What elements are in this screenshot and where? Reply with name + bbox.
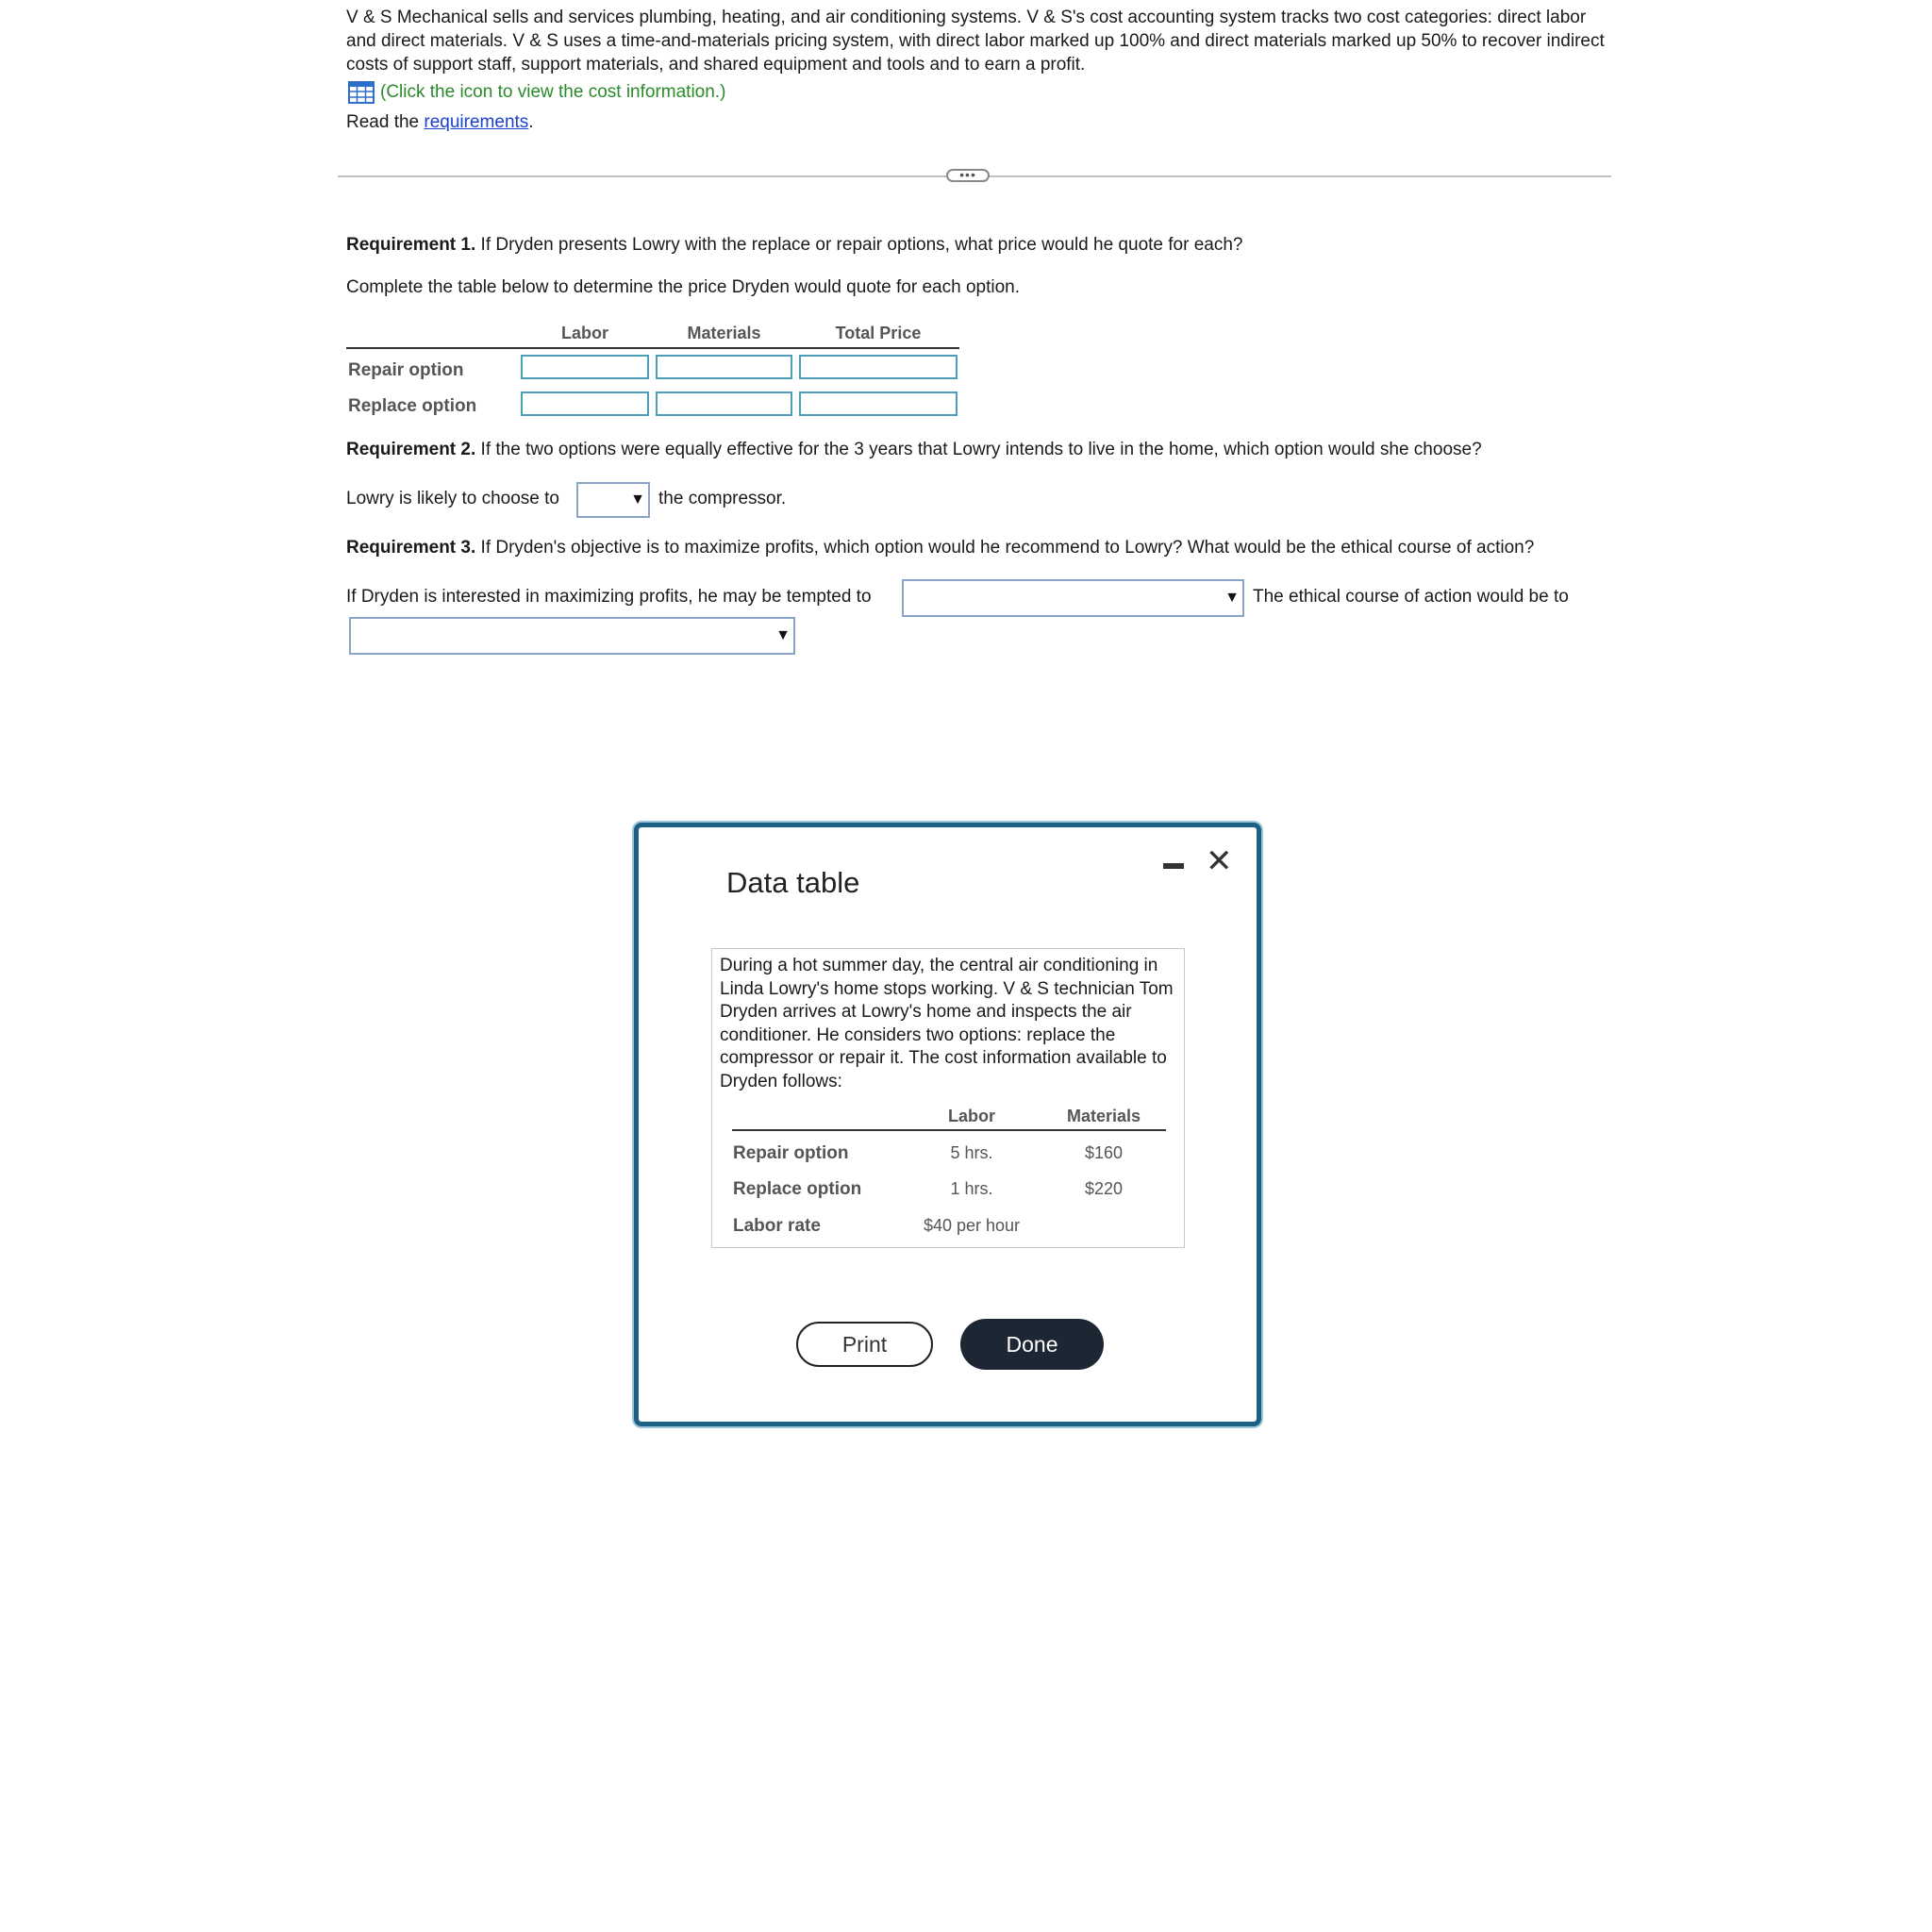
requirement-2-question	[346, 440, 1482, 460]
data-row-labor: $40 per hour	[923, 1216, 1021, 1235]
data-col-labor: Labor	[947, 1107, 995, 1125]
requirement-3-prefix: If Dryden is interested in maximizing profits, he may be tempted to	[346, 587, 872, 607]
grid-table-icon[interactable]	[348, 81, 375, 104]
requirement-2-prefix: Lowry is likely to choose to	[346, 489, 559, 508]
intro-paragraph: V & S Mechanical sells and services plumbing, heating, and air conditioning systems. V & S's cost accounting system tracks two cost categories: direct labor and direct materials. V & S uses a time-and-materials pricing system, with direct labor marked up 100% and direct materials marked up 50% to recover indirect costs of support staff, support materials, and shared equipment and tools and to earn a profit.	[346, 8, 1605, 75]
requirement-1-text: If Dryden presents Lowry with the replace or repair options, what price would he quote for each?	[475, 235, 1243, 255]
ethical-action-select[interactable]	[349, 617, 795, 655]
requirement-1-label: Requirement 1.	[346, 235, 476, 255]
cost-info-link-text[interactable]: (Click the icon to view the cost information.)	[380, 82, 726, 102]
dropdown-arrow-icon[interactable]: ▼	[630, 491, 645, 508]
data-row-materials: $220	[1084, 1179, 1124, 1198]
dropdown-arrow-icon[interactable]: ▼	[775, 627, 791, 643]
row-label-replace: Replace option	[348, 396, 477, 416]
data-col-materials: Materials	[1066, 1107, 1141, 1125]
replace-total-input[interactable]	[799, 391, 958, 416]
requirement-2-suffix: the compressor.	[658, 489, 787, 508]
repair-total-input[interactable]	[799, 355, 958, 379]
dropdown-arrow-icon[interactable]: ▼	[1224, 590, 1240, 606]
col-header-total-price: Total Price	[835, 324, 922, 342]
read-suffix: .	[528, 112, 534, 132]
minimize-icon[interactable]	[1163, 863, 1184, 869]
table-header-rule	[346, 347, 959, 349]
data-row-materials: $160	[1084, 1143, 1124, 1162]
data-row-label: Labor rate	[733, 1216, 821, 1236]
choose-option-select[interactable]	[576, 482, 650, 518]
expand-handle[interactable]: •••	[946, 169, 990, 182]
requirement-1-instruction: Complete the table below to determine the price Dryden would quote for each option.	[346, 277, 1020, 297]
data-row-label: Replace option	[733, 1179, 862, 1199]
requirement-3-label: Requirement 3.	[346, 538, 476, 558]
repair-labor-input[interactable]	[521, 355, 649, 379]
requirement-2-label: Requirement 2.	[346, 440, 476, 459]
requirement-3-text: If Dryden's objective is to maximize profits, which option would he recommend to Lowry? What would be the ethical course of action?	[475, 538, 1535, 558]
close-icon[interactable]: ✕	[1206, 843, 1233, 879]
data-table-rule	[732, 1129, 1166, 1131]
modal-title: Data table	[726, 866, 860, 899]
data-description: During a hot summer day, the central air conditioning in Linda Lowry's home stops working. V & S technician Tom Dryden arrives at Lowry's home and inspects the air conditioner. He considers two options: replace the compressor or repair it. The cost information available to Dryden follows:	[720, 956, 1174, 1091]
data-row-labor: 1 hrs.	[950, 1179, 993, 1198]
replace-labor-input[interactable]	[521, 391, 649, 416]
read-requirements-line	[346, 112, 534, 133]
requirement-2-text: If the two options were equally effective for the 3 years that Lowry intends to live in the home, which option would she choose?	[475, 440, 1482, 459]
requirement-3-middle: The ethical course of action would be to	[1253, 587, 1569, 607]
data-row-label: Repair option	[733, 1143, 849, 1163]
requirement-1-question	[346, 235, 1242, 256]
replace-materials-input[interactable]	[656, 391, 792, 416]
done-button[interactable]: Done	[960, 1319, 1104, 1370]
cost-info-link[interactable]	[348, 81, 725, 104]
data-row-labor: 5 hrs.	[950, 1143, 993, 1162]
requirement-3-question	[346, 538, 1534, 558]
row-label-repair: Repair option	[348, 360, 464, 380]
col-header-labor: Labor	[560, 324, 608, 342]
read-prefix: Read the	[346, 112, 425, 132]
print-button[interactable]: Print	[796, 1322, 933, 1367]
repair-materials-input[interactable]	[656, 355, 792, 379]
col-header-materials: Materials	[687, 324, 761, 342]
profit-action-select[interactable]	[902, 579, 1244, 617]
requirements-link[interactable]: requirements	[424, 112, 529, 132]
